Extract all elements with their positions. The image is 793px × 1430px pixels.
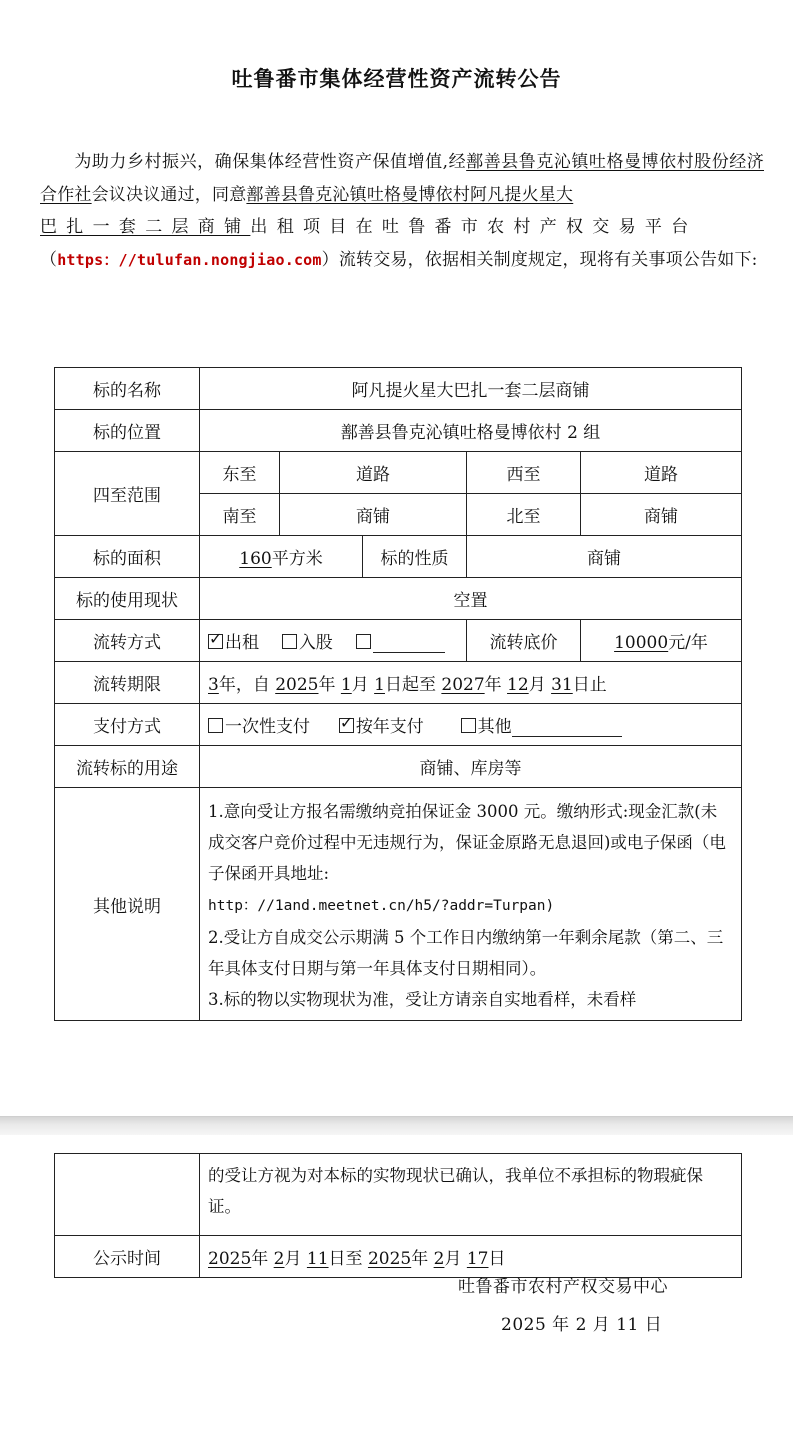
note-2: 2.受让方自成交公示期满 5 个工作日内缴纳第一年剩余尾款（第二、三年具体支付日期与第一年具体支付日期相同）。 (208, 928, 724, 978)
intro-paren: （ (40, 249, 58, 270)
page-break (0, 1116, 793, 1135)
pub-text: 日 (488, 1249, 506, 1269)
table-row (55, 788, 742, 1021)
table-row (55, 704, 742, 746)
note-1: 1.意向受让方报名需缴纳竞拍保证金 3000 元。缴纳形式:现金汇款(未成交客户竞价过程中无违规行为，保证金原路无息退回)或电子保函（电子保函开具地址: (208, 802, 726, 883)
payment-options (200, 704, 742, 746)
publicity-label: 公示时间 (55, 1236, 200, 1278)
use-label: 流转标的用途 (55, 746, 200, 788)
notes-label-cont (55, 1154, 200, 1236)
method-label: 流转方式 (55, 620, 200, 662)
reserve-label: 流转底价 (467, 620, 581, 662)
west-label: 西至 (467, 452, 581, 494)
pub-start-day: 11 (306, 1249, 329, 1269)
intro-paragraph (40, 146, 764, 276)
north-label: 北至 (467, 494, 581, 536)
south-value: 商铺 (280, 494, 467, 536)
table-row (55, 662, 742, 704)
rent-checkbox[interactable] (208, 634, 223, 649)
pub-end-month: 2 (433, 1249, 445, 1269)
pub-end-day: 17 (466, 1249, 489, 1269)
intro-org: 鄯善县鲁克沁镇吐格曼博依村股份经济合作社 (40, 152, 764, 205)
intro-item-b: 巴扎一套二层商铺 (40, 217, 251, 237)
issue-date: 2025 年 2 月 11 日 (501, 1315, 663, 1335)
term-text: 年，自 (218, 675, 270, 695)
south-label: 南至 (200, 494, 280, 536)
pub-text: 年 (251, 1249, 269, 1269)
term-label: 流转期限 (55, 662, 200, 704)
east-value: 道路 (280, 452, 467, 494)
pub-text: 月 (444, 1249, 462, 1269)
reserve-number: 10000 (614, 633, 669, 653)
area-value (200, 536, 363, 578)
term-text: 年 (318, 675, 336, 695)
pay-other-label: 其他 (477, 717, 512, 737)
west-value: 道路 (581, 452, 742, 494)
notes-label: 其他说明 (55, 788, 200, 1021)
intro-text-a: 为助力乡村振兴，确保集体经营性资产保值增值,经 (74, 152, 467, 172)
table-row (55, 746, 742, 788)
pub-start-year: 2025 (208, 1249, 252, 1269)
nature-label: 标的性质 (363, 536, 467, 578)
intro-text-d: ）流转交易，依据相关制度规定，现将有关事项公告如下: (321, 249, 758, 270)
pay-yearly-checkbox[interactable] (339, 718, 354, 733)
nature-value: 商铺 (467, 536, 742, 578)
notes-continued: 的受让方视为对本标的实物现状已确认，我单位不承担标的物瑕疵保证。 (200, 1154, 742, 1236)
intro-item-a: 鄯善县鲁克沁镇吐格曼博依村阿凡提火星大 (246, 184, 574, 205)
pub-end-year: 2025 (367, 1249, 412, 1269)
term-end-day: 31 (551, 675, 573, 695)
term-text: 年 (484, 675, 502, 695)
term-text: 日起至 (384, 675, 436, 695)
intro-text-b: 会议决议通过，同意 (91, 184, 247, 205)
status-label: 标的使用现状 (55, 578, 200, 620)
share-checkbox[interactable] (282, 634, 297, 649)
pay-other-checkbox[interactable] (461, 718, 476, 733)
table-row (55, 410, 742, 452)
location-value: 鄯善县鲁克沁镇吐格曼博依村 2 组 (200, 410, 742, 452)
pay-once-checkbox[interactable] (208, 718, 223, 733)
use-value: 商铺、库房等 (200, 746, 742, 788)
share-label: 入股 (298, 633, 333, 653)
table-row (55, 452, 742, 494)
table-row (55, 620, 742, 662)
notes-content (200, 788, 742, 1021)
term-start-day: 1 (374, 675, 385, 695)
name-label: 标的名称 (55, 368, 200, 410)
term-text: 月 (528, 675, 546, 695)
table-row (55, 578, 742, 620)
table-row (55, 368, 742, 410)
term-end-year: 2027 (441, 675, 485, 695)
pub-text: 日至 (328, 1249, 363, 1269)
reserve-value (581, 620, 742, 662)
location-label: 标的位置 (55, 410, 200, 452)
pub-text: 月 (284, 1249, 302, 1269)
term-years: 3 (208, 675, 219, 695)
other-method-blank[interactable] (373, 634, 445, 653)
platform-url-link[interactable]: https：//tulufan.nongjiao.com (57, 250, 322, 269)
pay-yearly-label: 按年支付 (355, 717, 424, 737)
method-options (200, 620, 467, 662)
bounds-label: 四至范围 (55, 452, 200, 536)
name-value: 阿凡提火星大巴扎一套二层商铺 (200, 368, 742, 410)
term-start-month: 1 (340, 675, 352, 695)
guarantee-url-link[interactable]: http：//1and.meetnet.cn/h5/?addr=Turpan) (208, 898, 555, 914)
east-label: 东至 (200, 452, 280, 494)
intro-text-c: 出租项目在吐鲁番市农村产权交易平台 (250, 217, 698, 237)
issuer-name: 吐鲁番市农村产权交易中心 (458, 1277, 668, 1297)
reserve-unit: 元/年 (668, 633, 708, 653)
area-unit: 平方米 (271, 549, 323, 569)
asset-info-table (54, 367, 742, 1021)
term-end-month: 12 (507, 675, 529, 695)
page-title: 吐鲁番市集体经营性资产流转公告 (231, 67, 562, 91)
asset-info-table-continued (54, 1153, 742, 1278)
term-value (200, 662, 742, 704)
pay-once-label: 一次性支付 (225, 717, 310, 737)
area-label: 标的面积 (55, 536, 200, 578)
term-start-year: 2025 (275, 675, 319, 695)
area-number: 160 (239, 549, 272, 569)
pay-other-blank[interactable] (512, 718, 622, 737)
payment-label: 支付方式 (55, 704, 200, 746)
pub-text: 年 (411, 1249, 429, 1269)
table-row (55, 536, 742, 578)
rent-label: 出租 (225, 633, 259, 653)
pub-start-month: 2 (273, 1249, 285, 1269)
table-row (55, 1154, 742, 1236)
other-method-checkbox[interactable] (356, 634, 371, 649)
note-3: 3.标的物以实物现状为准，受让方请亲自实地看样，未看样 (208, 990, 637, 1009)
north-value: 商铺 (581, 494, 742, 536)
term-text: 日止 (572, 675, 607, 695)
status-value: 空置 (200, 578, 742, 620)
term-text: 月 (351, 675, 369, 695)
